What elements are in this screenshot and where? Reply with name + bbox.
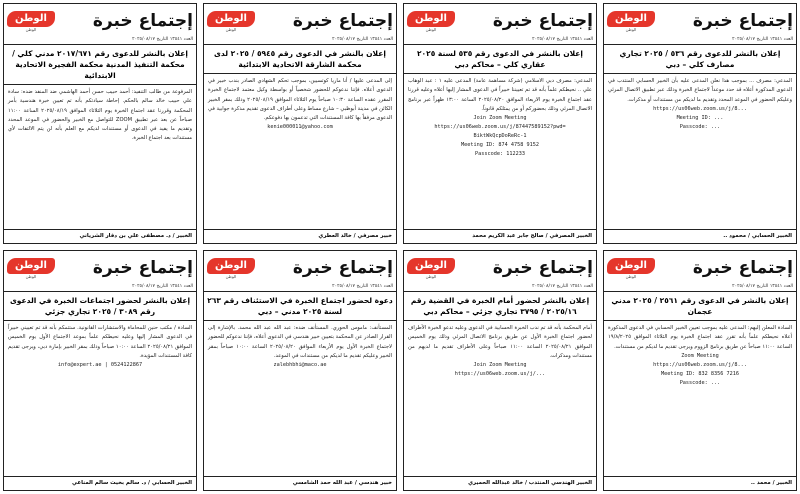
issue-date-line: العدد ١٣٥٤١ التاريخ ٢٠٢٥/٠٨/١٧ bbox=[4, 283, 196, 292]
meeting-line: https://us06web.zoom.us/j/87447589152?pwd= bbox=[434, 124, 566, 131]
notice-title: إعلان بالنشر في الدعوى رقم ٥٩٤٥ / ٢٠٢٥ لدى محكمة الشارقة الاتحادية الابتدائية bbox=[204, 45, 396, 74]
notice-title: إعلان بالنشر لحضور أمام الخبرة في القضية رقم ٢٠٢٥/١٦ / ٣٧٩٥ تجاري جزئي – محاكم دبي bbox=[404, 292, 596, 321]
meeting-details bbox=[608, 105, 792, 132]
notice-body bbox=[604, 74, 796, 229]
meeting-line: Meeting ID: 832 8356 7216 bbox=[660, 370, 740, 377]
meeting-line: Passcode: ... bbox=[679, 123, 721, 130]
notice-body bbox=[204, 74, 396, 229]
notice-text: إلى المدعى عليها / أنا ماريا كوتسيين، بموجب تحكم الشهادي الصادر بندب خبير في الدعوى أعلاه. فإننا ندعوكم للحضور شخصياً أو بواسطة وكيل معتمد لاجتماع الخبرة المقرر عقده الساعة ١٠:٣٠ صباحاً يوم الثلاثاء الموافق ٢٠٢٥/٠٨/١٩ وذلك بمقر الخبير الكائن في مدينة أبوظبي – شارع مساط وعلى أطراف الدعوى تقديم مذكرة جوابية في الدعوى مرفقاً بها كافة المستندات التي تدعمون بها دفوعكم. bbox=[208, 78, 392, 122]
issue-date-line: العدد ١٣٥٤١ التاريخ ٢٠٢٥/٠٨/١٧ bbox=[604, 36, 796, 45]
meeting-line: Passcode: 112233 bbox=[475, 151, 525, 158]
meeting-line: Join Zoom Meeting bbox=[473, 362, 527, 369]
meeting-line: Meeting ID: 874 4758 9152 bbox=[460, 142, 540, 149]
notice-body bbox=[4, 85, 196, 229]
notice-headline: إجتماع خبرة bbox=[292, 258, 393, 278]
notice-body bbox=[404, 321, 596, 476]
issue-date-line: العدد ١٣٥٤١ التاريخ ٢٠٢٥/٠٨/١٧ bbox=[4, 36, 196, 45]
expert-signature: الخبير / د. مصطفى علي بن دفار الشرياني bbox=[4, 229, 196, 243]
notice-header bbox=[604, 251, 796, 283]
notice-text: السادة المعلن إليهم: المدعى عليه بموجب تعيين الخبير الحسابي في الدعوى المذكورة أعلاه نحيطكم علماً بأنه تقرر عقد اجتماع الخبرة يوم الثلاثاء الموافق ١٩/٨/٢٠٢٥ الساعة ١١:٠٠ صباحاً عن طريق برنامج الزووم ويرجى تقديم ما لديكم من مستندات. bbox=[608, 325, 792, 350]
meeting-details bbox=[608, 352, 792, 388]
expert-meeting-notice-6 bbox=[403, 250, 597, 491]
meeting-line: Join Zoom Meeting bbox=[473, 115, 527, 122]
notice-body bbox=[604, 321, 796, 476]
notice-text: المدعي: مصرف دبي الاسلامي (شركة مساهمة عامة) المدعى عليه ١ : عبد الوهاب علي .. نحيطكم علماً بأنه قد تم تعييننا خبيراً في الدعوى المشار إليها أعلاه وعليه قررنا عقد اجتماع الخبرة يوم الاربعاء الموافق ٢٠٢٥/٠٨/٢٠ الساعة ١٣:٠٠ ظهراً عبر برنامج الاتصال المرئي وذلك بحضوركم أو من يمثلكم قانوناً. bbox=[408, 78, 593, 112]
notice-title: إعلان بالنشر في الدعوى رقم ٥٣٥ لسنة ٢٠٢٥ عقاري كلي – محاكم دبي bbox=[404, 45, 596, 74]
notice-headline: إجتماع خبرة bbox=[92, 11, 193, 31]
meeting-line: https://us06web.zoom.us/j/8... bbox=[653, 105, 747, 112]
expert-signature: الخبير الحسابي / محمود .. bbox=[604, 229, 796, 243]
expert-signature: خبير هندسي / عبد الله حمد الشامسي bbox=[204, 476, 396, 490]
notice-headline: إجتماع خبرة bbox=[492, 11, 593, 31]
notice-header bbox=[604, 4, 796, 36]
notice-headline: إجتماع خبرة bbox=[292, 11, 393, 31]
meeting-line: Zoom Meeting bbox=[681, 352, 719, 359]
notice-headline: إجتماع خبرة bbox=[692, 11, 793, 31]
meeting-line: kenie000011@yahoo.com bbox=[267, 124, 333, 131]
notice-title: إعلان بالنشر في الدعوى رقم ٢٥٦١ / ٢٠٢٥ مدني عجمان bbox=[604, 292, 796, 321]
logo-badge: الوطن bbox=[7, 11, 55, 27]
logo-badge: الوطن bbox=[207, 11, 255, 27]
logo-tagline: الوطن bbox=[625, 26, 637, 32]
notice-header bbox=[404, 4, 596, 36]
issue-date-line: العدد ١٣٥٤١ التاريخ ٢٠٢٥/٠٨/١٧ bbox=[404, 283, 596, 292]
notice-body bbox=[204, 321, 396, 476]
alwatan-logo bbox=[7, 258, 55, 279]
alwatan-logo bbox=[407, 11, 455, 32]
logo-badge: الوطن bbox=[407, 11, 455, 27]
meeting-details bbox=[208, 123, 392, 132]
meeting-line: zalebhbhi@maco.ae bbox=[273, 362, 327, 369]
alwatan-logo bbox=[7, 11, 55, 32]
issue-date-line: العدد ١٣٥٤١ التاريخ ٢٠٢٥/٠٨/١٧ bbox=[204, 283, 396, 292]
notice-headline: إجتماع خبرة bbox=[92, 258, 193, 278]
expert-meeting-notice-7 bbox=[203, 250, 397, 491]
expert-signature: الخبير الهندسي المنتدب / خالد عبدالله الحميري bbox=[404, 476, 596, 490]
expert-signature: الخبير الحسابي / د. سالم بخيت سالم المناعي bbox=[4, 476, 196, 490]
expert-meeting-notice-3 bbox=[203, 3, 397, 244]
meeting-details bbox=[208, 361, 392, 370]
notice-text: السادة / مكتب حنين للمحاماة والاستشارات القانونية. ستتمكم بأنه قد تم تعييني خبيراً في الدعوى المشار إليها وعليه نحيطكم علماً بموعد الاجتماع الأول يوم الخميس الموافق ٢٠٢٥/٠٨/٢١ الساعة ١٠:٠٠ صباحاً وذلك بمقر الخبير بإمارة دبي، ويرجى تقديم كافة المستندات المؤيدة. bbox=[8, 325, 192, 359]
expert-meeting-notice-2 bbox=[403, 3, 597, 244]
notice-headline: إجتماع خبرة bbox=[492, 258, 593, 278]
meeting-details bbox=[8, 361, 192, 370]
alwatan-logo bbox=[207, 258, 255, 279]
notice-text: المستأنف: ماموس الحوري. المستأنف ضده: عبد الله عبد الله محمد. بالإشارة إلى القرار الصادر عن المحكمة بتعيين خبير هندسي في الدعوى أعلاه، فإننا ندعوكم للحضور لاجتماع الخبرة الأول يوم الأربعاء الموافق ٢٠٢٥/٠٨/٢٠ الساعة ١٠:٠٠ صباحاً بمقر الخبير وعليكم تقديم ما لديكم من مستندات في الموعد. bbox=[208, 325, 392, 359]
notice-title: إعلان بالنشر لحضور اجتماعات الخبرة في الدعوى رقم ٣٠٨٩ / ٢٠٢٥ تجاري جزئي bbox=[4, 292, 196, 321]
notice-text: المرفوعة من طالب التنفيذ: أحمد حبيب حسن أحمد الهاشمي ضد المنفذ ضده: سادة علي حبيب خالد سالم بالحكم. إحاطة سيادتكم بأنه تم تعيين خبرة هندسية بأمر المحكمة وقررنا عقد اجتماع الخبرة يوم الثلاثاء الموافق ٢٠٢٥/٠٨/١٩ الساعة ١١:٠٠ صباحاً عن بعد عبر تطبيق ZOOM للتواصل مع الخبير والحضور في الموعد المحدد وتقديم ما يفيد في الدعوى أو مستندات لديكم مع العلم بأنه لن يتم الالتفات لأي مستندات بعد اجتماع الخبرة. bbox=[8, 89, 193, 142]
meeting-details bbox=[408, 361, 592, 379]
logo-badge: الوطن bbox=[607, 11, 655, 27]
expert-signature: الخبير المصرفي / صالح جابر عبد الكريم محمد bbox=[404, 229, 596, 243]
logo-tagline: الوطن bbox=[225, 273, 237, 279]
notice-header bbox=[404, 251, 596, 283]
alwatan-logo bbox=[607, 258, 655, 279]
notice-header bbox=[204, 4, 396, 36]
logo-badge: الوطن bbox=[207, 258, 255, 274]
expert-meeting-notice-5 bbox=[603, 250, 797, 491]
notice-title: إعلان بالنشر للدعوى رقم ٢٠١٧/٦٧١ مدني كلي / محكمة التنفيذ المدنية محكمة الفجيرة الاتحادية الابتدائية bbox=[4, 45, 196, 85]
notice-grid bbox=[3, 3, 797, 491]
logo-tagline: الوطن bbox=[225, 26, 237, 32]
logo-badge: الوطن bbox=[407, 258, 455, 274]
meeting-line: BiktWkQcpDoReRc-1 bbox=[473, 133, 527, 140]
meeting-line: Meeting ID: ... bbox=[676, 114, 724, 121]
meeting-line: https://us06web.zoom.us/j/... bbox=[454, 371, 546, 378]
expert-meeting-notice-8 bbox=[3, 250, 197, 491]
alwatan-logo bbox=[207, 11, 255, 32]
notice-header bbox=[204, 251, 396, 283]
issue-date-line: العدد ١٣٥٤١ التاريخ ٢٠٢٥/٠٨/١٧ bbox=[404, 36, 596, 45]
meeting-line: info@expert.ae | 0524122867 bbox=[57, 362, 143, 369]
logo-tagline: الوطن bbox=[625, 273, 637, 279]
expert-meeting-notice-4 bbox=[3, 3, 197, 244]
notice-body bbox=[404, 74, 596, 229]
notice-body bbox=[4, 321, 196, 476]
issue-date-line: العدد ١٣٥٤١ التاريخ ٢٠٢٥/٠٨/١٧ bbox=[204, 36, 396, 45]
meeting-details bbox=[408, 114, 592, 159]
logo-badge: الوطن bbox=[7, 258, 55, 274]
notice-text: أمام المحكمة بأنه قد تم ندب الخبرة الحسابية في الدعوى وعليه تدعو الخبرة الأطراف لحضور اجتماع الخبرة الأول عن طريق برنامج الاتصال المرئي وذلك يوم الخميس الموافق ٢٠٢٥/٠٨/٢١ الساعة ١١:٠٠ صباحاً وعلى الأطراف تقديم ما لديهم من مستندات ومذكرات. bbox=[408, 325, 592, 359]
expert-signature: خبير مصرفي / خالد العطري bbox=[204, 229, 396, 243]
expert-meeting-notice-1 bbox=[603, 3, 797, 244]
notice-title: دعوة لحضور اجتماع الخبرة في الاستئناف رقم ٢٦٣ لسنة ٢٠٢٥ مدني – دبي bbox=[204, 292, 396, 321]
logo-tagline: الوطن bbox=[25, 273, 37, 279]
notice-title: إعلان بالنشر للدعوى رقم ٥٣٦ / ٢٠٢٥ تجاري مصارف كلي – دبي bbox=[604, 45, 796, 74]
notice-header bbox=[4, 4, 196, 36]
notice-headline: إجتماع خبرة bbox=[692, 258, 793, 278]
logo-badge: الوطن bbox=[607, 258, 655, 274]
meeting-line: Passcode: ... bbox=[679, 379, 721, 386]
expert-signature: الخبير / محمد .. bbox=[604, 476, 796, 490]
alwatan-logo bbox=[407, 258, 455, 279]
issue-date-line: العدد ١٣٥٤١ التاريخ ٢٠٢٥/٠٨/١٧ bbox=[604, 283, 796, 292]
logo-tagline: الوطن bbox=[425, 26, 437, 32]
alwatan-logo bbox=[607, 11, 655, 32]
logo-tagline: الوطن bbox=[25, 26, 37, 32]
meeting-line: https://us06web.zoom.us/j/8... bbox=[653, 361, 747, 368]
logo-tagline: الوطن bbox=[425, 273, 437, 279]
notice-header bbox=[4, 251, 196, 283]
notice-text: المدعي: مصرف ... بموجب هذا نعلن المدعى عليه بأن الخبير الحسابي المنتدب في الدعوى المذكورة أعلاه قد حدد موعداً لاجتماع الخبرة وذلك عبر تطبيق الاتصال المرئي وعليكم الحضور في الموعد المحدد وتقديم ما لديكم من مستندات أو مذكرات. bbox=[608, 78, 792, 103]
